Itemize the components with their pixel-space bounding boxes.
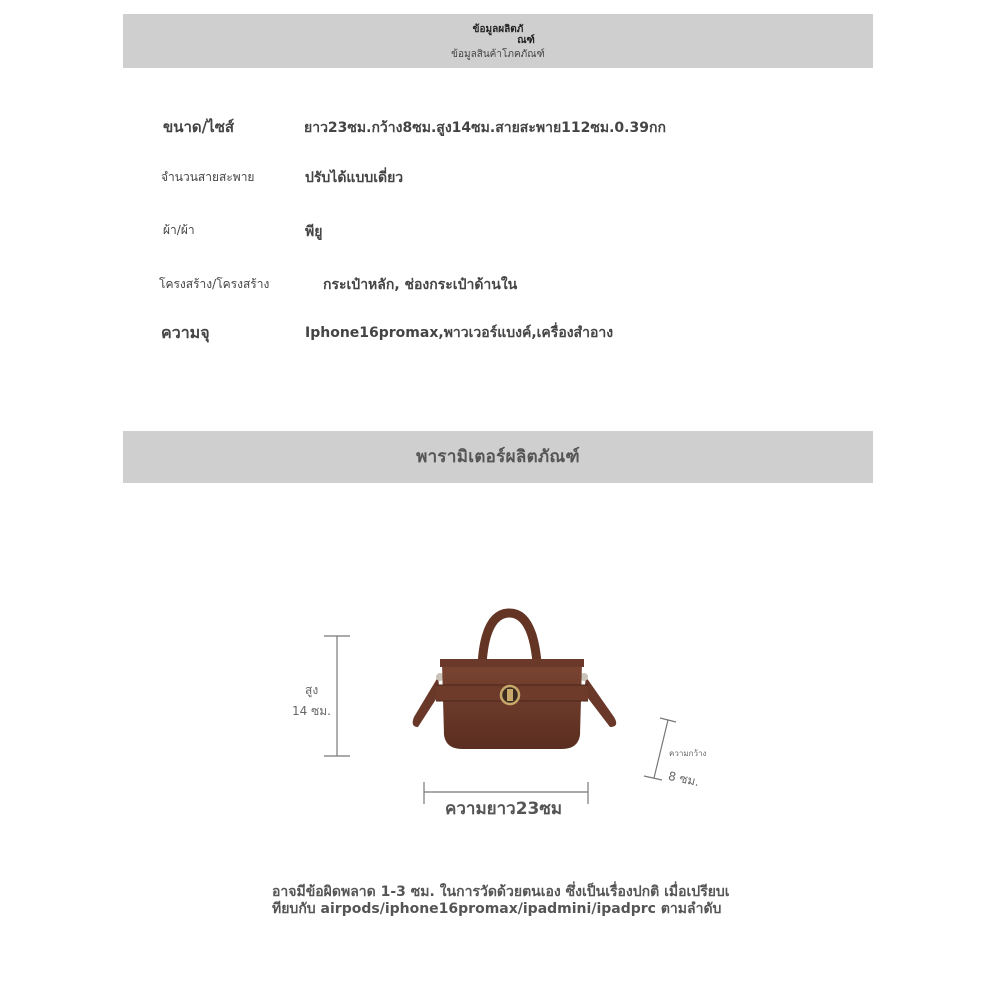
spec-value-material: พียู [305,224,323,240]
width-label: ความกว้าง [669,749,707,758]
height-dimension-line [320,630,354,762]
disclaimer-line2: ทียบกับ airpods/iphone16promax/ipadmini/ipadprc ตามลำดับ [272,901,722,917]
banner-subtitle: ข้อมูลสินค้าโภคภัณฑ์ [451,49,545,60]
banner-title-line2: ณฑ์ [517,35,535,46]
height-value: 14 ซม. [292,704,331,718]
spec-label-structure: โครงสร้าง/โครงสร้าง [159,277,270,291]
product-info-banner [123,14,873,68]
handbag-image [400,605,625,755]
spec-label-capacity: ความจุ [161,323,210,342]
measurement-disclaimer [272,884,792,918]
banner-title [123,24,873,46]
spec-label-strap-count: จำนวนสายสะพาย [161,170,255,184]
disclaimer-line1: อาจมีข้อผิดพลาด 1-3 ซม. ในการวัดด้วยตนเอง ซึ่งเป็นเรื่องปกติ เมื่อเปรียบเ [272,884,730,900]
spec-value-strap-count: ปรับได้แบบเดี่ยว [305,170,404,186]
spec-label-size: ขนาด/ไซส์ [163,118,235,136]
spec-value-structure: กระเป๋าหลัก, ช่องกระเป๋าด้านใน [323,277,518,293]
length-label: ความยาว23ซม [445,799,563,819]
parameters-banner [123,431,873,483]
width-value: 8 ซม. [666,768,701,790]
parameters-title: พารามิเตอร์ผลิตภัณฑ์ [416,447,580,467]
banner-title-line1: ข้อมูลผลิตภั [472,24,524,35]
height-label: สูง [305,683,319,697]
spec-label-material: ผ้า/ผ้า [163,223,195,237]
spec-value-size: ยาว23ซม.กว้าง8ซม.สูง14ซม.สายสะพาย112ซม.0.39กก [304,120,666,136]
spec-value-capacity: Iphone16promax,พาวเวอร์แบงค์,เครื่องสำอาง [305,325,614,341]
